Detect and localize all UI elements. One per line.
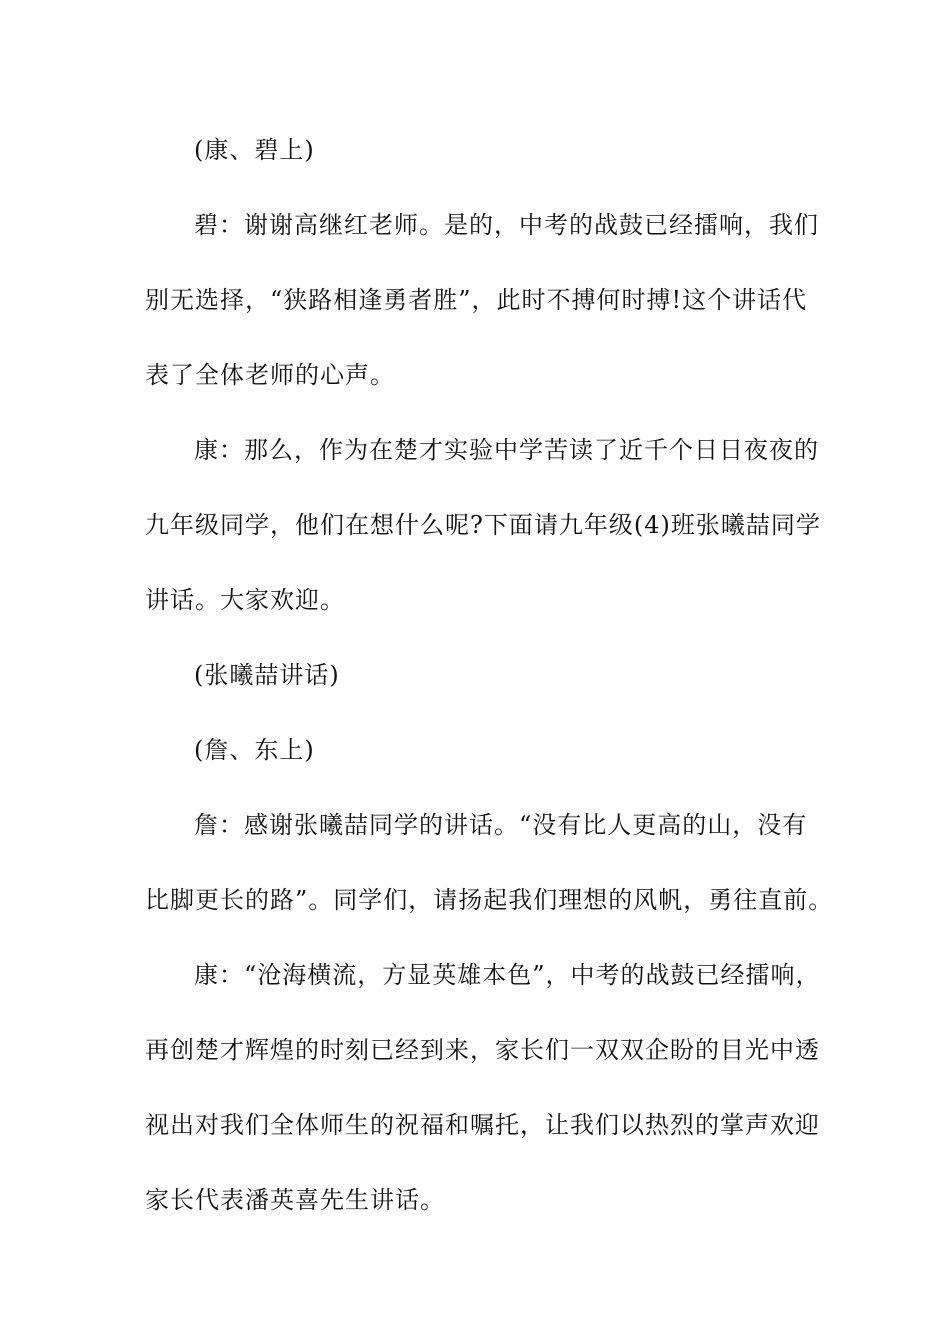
paragraph-line: 詹：感谢张曦喆同学的讲话。“没有比人更高的山，没有 — [194, 811, 808, 839]
paragraph-line: 再创楚才辉煌的时刻已经到来，家长们一双双企盼的目光中透 — [145, 1036, 820, 1064]
paragraph-line: 表了全体老师的心声。 — [145, 361, 395, 389]
paragraph-line: 康：“沧海横流，方显英雄本色”，中考的战鼓已经擂响， — [194, 961, 821, 989]
paragraph-line: 视出对我们全体师生的祝福和嘱托，让我们以热烈的掌声欢迎 — [145, 1111, 820, 1139]
stage-direction: (张曦喆讲话) — [194, 661, 340, 689]
paragraph-line: 讲话。大家欢迎。 — [145, 586, 345, 614]
paragraph-line: 康：那么，作为在楚才实验中学苦读了近千个日日夜夜的 — [194, 436, 819, 464]
stage-direction: (康、碧上) — [194, 136, 315, 164]
paragraph-line: 碧：谢谢高继红老师。是的，中考的战鼓已经擂响，我们 — [194, 211, 819, 239]
paragraph-line: 别无选择，“狭路相逢勇者胜”，此时不搏何时搏!这个讲话代 — [145, 286, 808, 314]
paragraph-line: 比脚更长的路”。同学们，请扬起我们理想的风帆，勇往直前。 — [145, 886, 834, 914]
paragraph-line: 家长代表潘英喜先生讲话。 — [145, 1186, 445, 1214]
paragraph-line: 九年级同学，他们在想什么呢?下面请九年级(4)班张曦喆同学 — [145, 511, 821, 539]
stage-direction: (詹、东上) — [194, 736, 315, 764]
